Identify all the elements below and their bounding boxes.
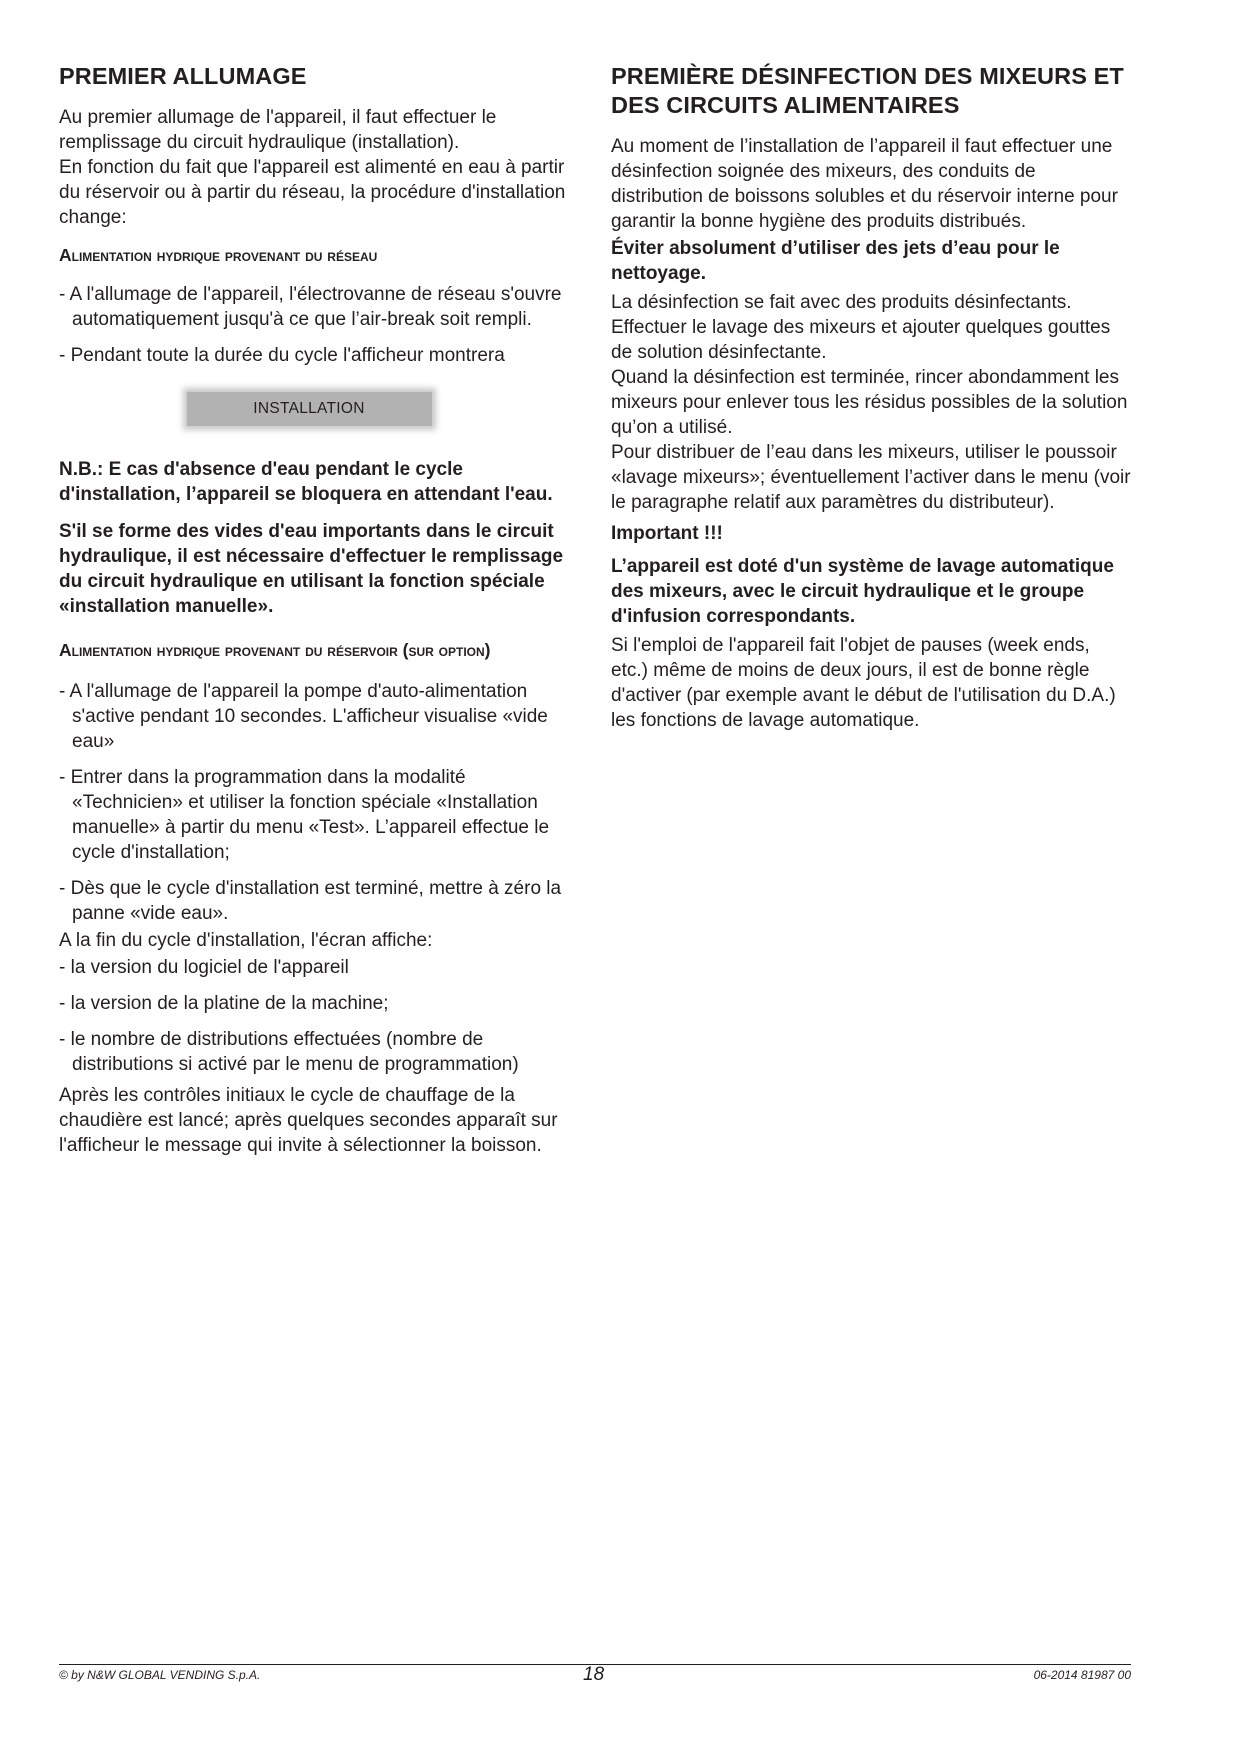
footer-copyright: © by N&W GLOBAL VENDING S.p.A. xyxy=(59,1668,261,1682)
right-column xyxy=(611,62,1131,742)
paragraph: Pour distribuer de l’eau dans les mixeurs, utiliser le poussoir «lavage mixeurs»; éventuellement l’activer dans le menu (voir le paragraphe relatif aux paramètres du distributeur). xyxy=(611,442,1131,513)
list-item: - A l'allumage de l'appareil la pompe d'auto-alimentation s'active pendant 10 secondes. L'afficheur visualise «vide eau» xyxy=(59,681,548,752)
section-title-premier-allumage: PREMIER ALLUMAGE xyxy=(59,63,307,89)
intro-paragraph-1: Au premier allumage de l'appareil, il faut effectuer le remplissage du circuit hydraulique (installation). xyxy=(59,107,497,153)
footer-doc-code: 06-2014 81987 00 xyxy=(1033,1668,1131,1682)
subheading-reseau: Alimentation hydrique provenant du réseau xyxy=(59,245,378,265)
left-column xyxy=(59,62,579,1167)
section-title-desinfection: PREMIÈRE DÉSINFECTION DES MIXEURS ET DES CIRCUITS ALIMENTAIRES xyxy=(611,63,1124,118)
page-number: 18 xyxy=(583,1664,605,1685)
paragraph: Au moment de l’installation de l’appareil il faut effectuer une désinfection soignée des mixeurs, des conduits de distribution de boissons solubles et du réservoir interne pour garantir la bonne hygiène des produits distribués. xyxy=(611,136,1118,232)
display-screen: INSTALLATION xyxy=(187,392,432,426)
list-item: - la version de la platine de la machine; xyxy=(59,993,389,1014)
paragraph: Quand la désinfection est terminée, rincer abondamment les mixeurs pour enlever tous les résidus possibles de la solution qu’on a utilisé. xyxy=(611,367,1128,438)
list-item: - Dès que le cycle d'installation est terminé, mettre à zéro la panne «vide eau». xyxy=(59,878,562,924)
auto-wash-note: L’appareil est doté d'un système de lavage automatique des mixeurs, avec le circuit hydraulique et le groupe d'infusion correspondants. xyxy=(611,556,1114,627)
list-item: - A l'allumage de l'appareil, l'électrovanne de réseau s'ouvre automatiquement jusqu'à ce que l’air-break soit rempli. xyxy=(59,284,562,330)
nb-note: N.B.: E cas d'absence d'eau pendant le cycle d'installation, l’appareil se bloquera en attendant l'eau. xyxy=(59,459,553,505)
closing-paragraph: Après les contrôles initiaux le cycle de chauffage de la chaudière est lancé; après quelques secondes apparaît sur l'afficheur le message qui invite à sélectionner la boisson. xyxy=(59,1085,558,1156)
important-label: Important !!! xyxy=(611,523,723,544)
paragraph: Si l'emploi de l'appareil fait l'objet de pauses (week ends, etc.) même de moins de deux jours, il est de bonne règle d'activer (par exemple avant le début de l'utilisation du D.A.) les fonctions de lavage automatique. xyxy=(611,635,1116,731)
subheading-reservoir: Alimentation hydrique provenant du réservoir (sur option) xyxy=(59,640,491,660)
warning-no-water-jets: Éviter absolument d’utiliser des jets d’eau pour le nettoyage. xyxy=(611,238,1060,284)
paragraph: La désinfection se fait avec des produits désinfectants. Effectuer le lavage des mixeurs et ajouter quelques gouttes de solution désinfectante. xyxy=(611,292,1111,363)
list-item: - la version du logiciel de l'appareil xyxy=(59,957,349,978)
end-intro: A la fin du cycle d'installation, l'écran affiche: xyxy=(59,930,433,951)
warning-note: S'il se forme des vides d'eau importants dans le circuit hydraulique, il est nécessaire d'effectuer le remplissage du circuit hydraulique en utilisant la fonction spéciale «installation manuelle». xyxy=(59,521,564,617)
list-item: - Entrer dans la programmation dans la modalité «Technicien» et utiliser la fonction spéciale «Installation manuelle» à partir du menu «Test». L’appareil effectue le cycle d'installation; xyxy=(59,767,550,863)
list-item: - le nombre de distributions effectuées (nombre de distributions si activé par le menu de programmation) xyxy=(59,1029,519,1075)
list-item: - Pendant toute la durée du cycle l'afficheur montrera xyxy=(59,345,505,366)
intro-paragraph-2: En fonction du fait que l'appareil est alimenté en eau à partir du réservoir ou à partir du réseau, la procédure d'installation change: xyxy=(59,157,566,228)
display-panel xyxy=(59,379,559,439)
